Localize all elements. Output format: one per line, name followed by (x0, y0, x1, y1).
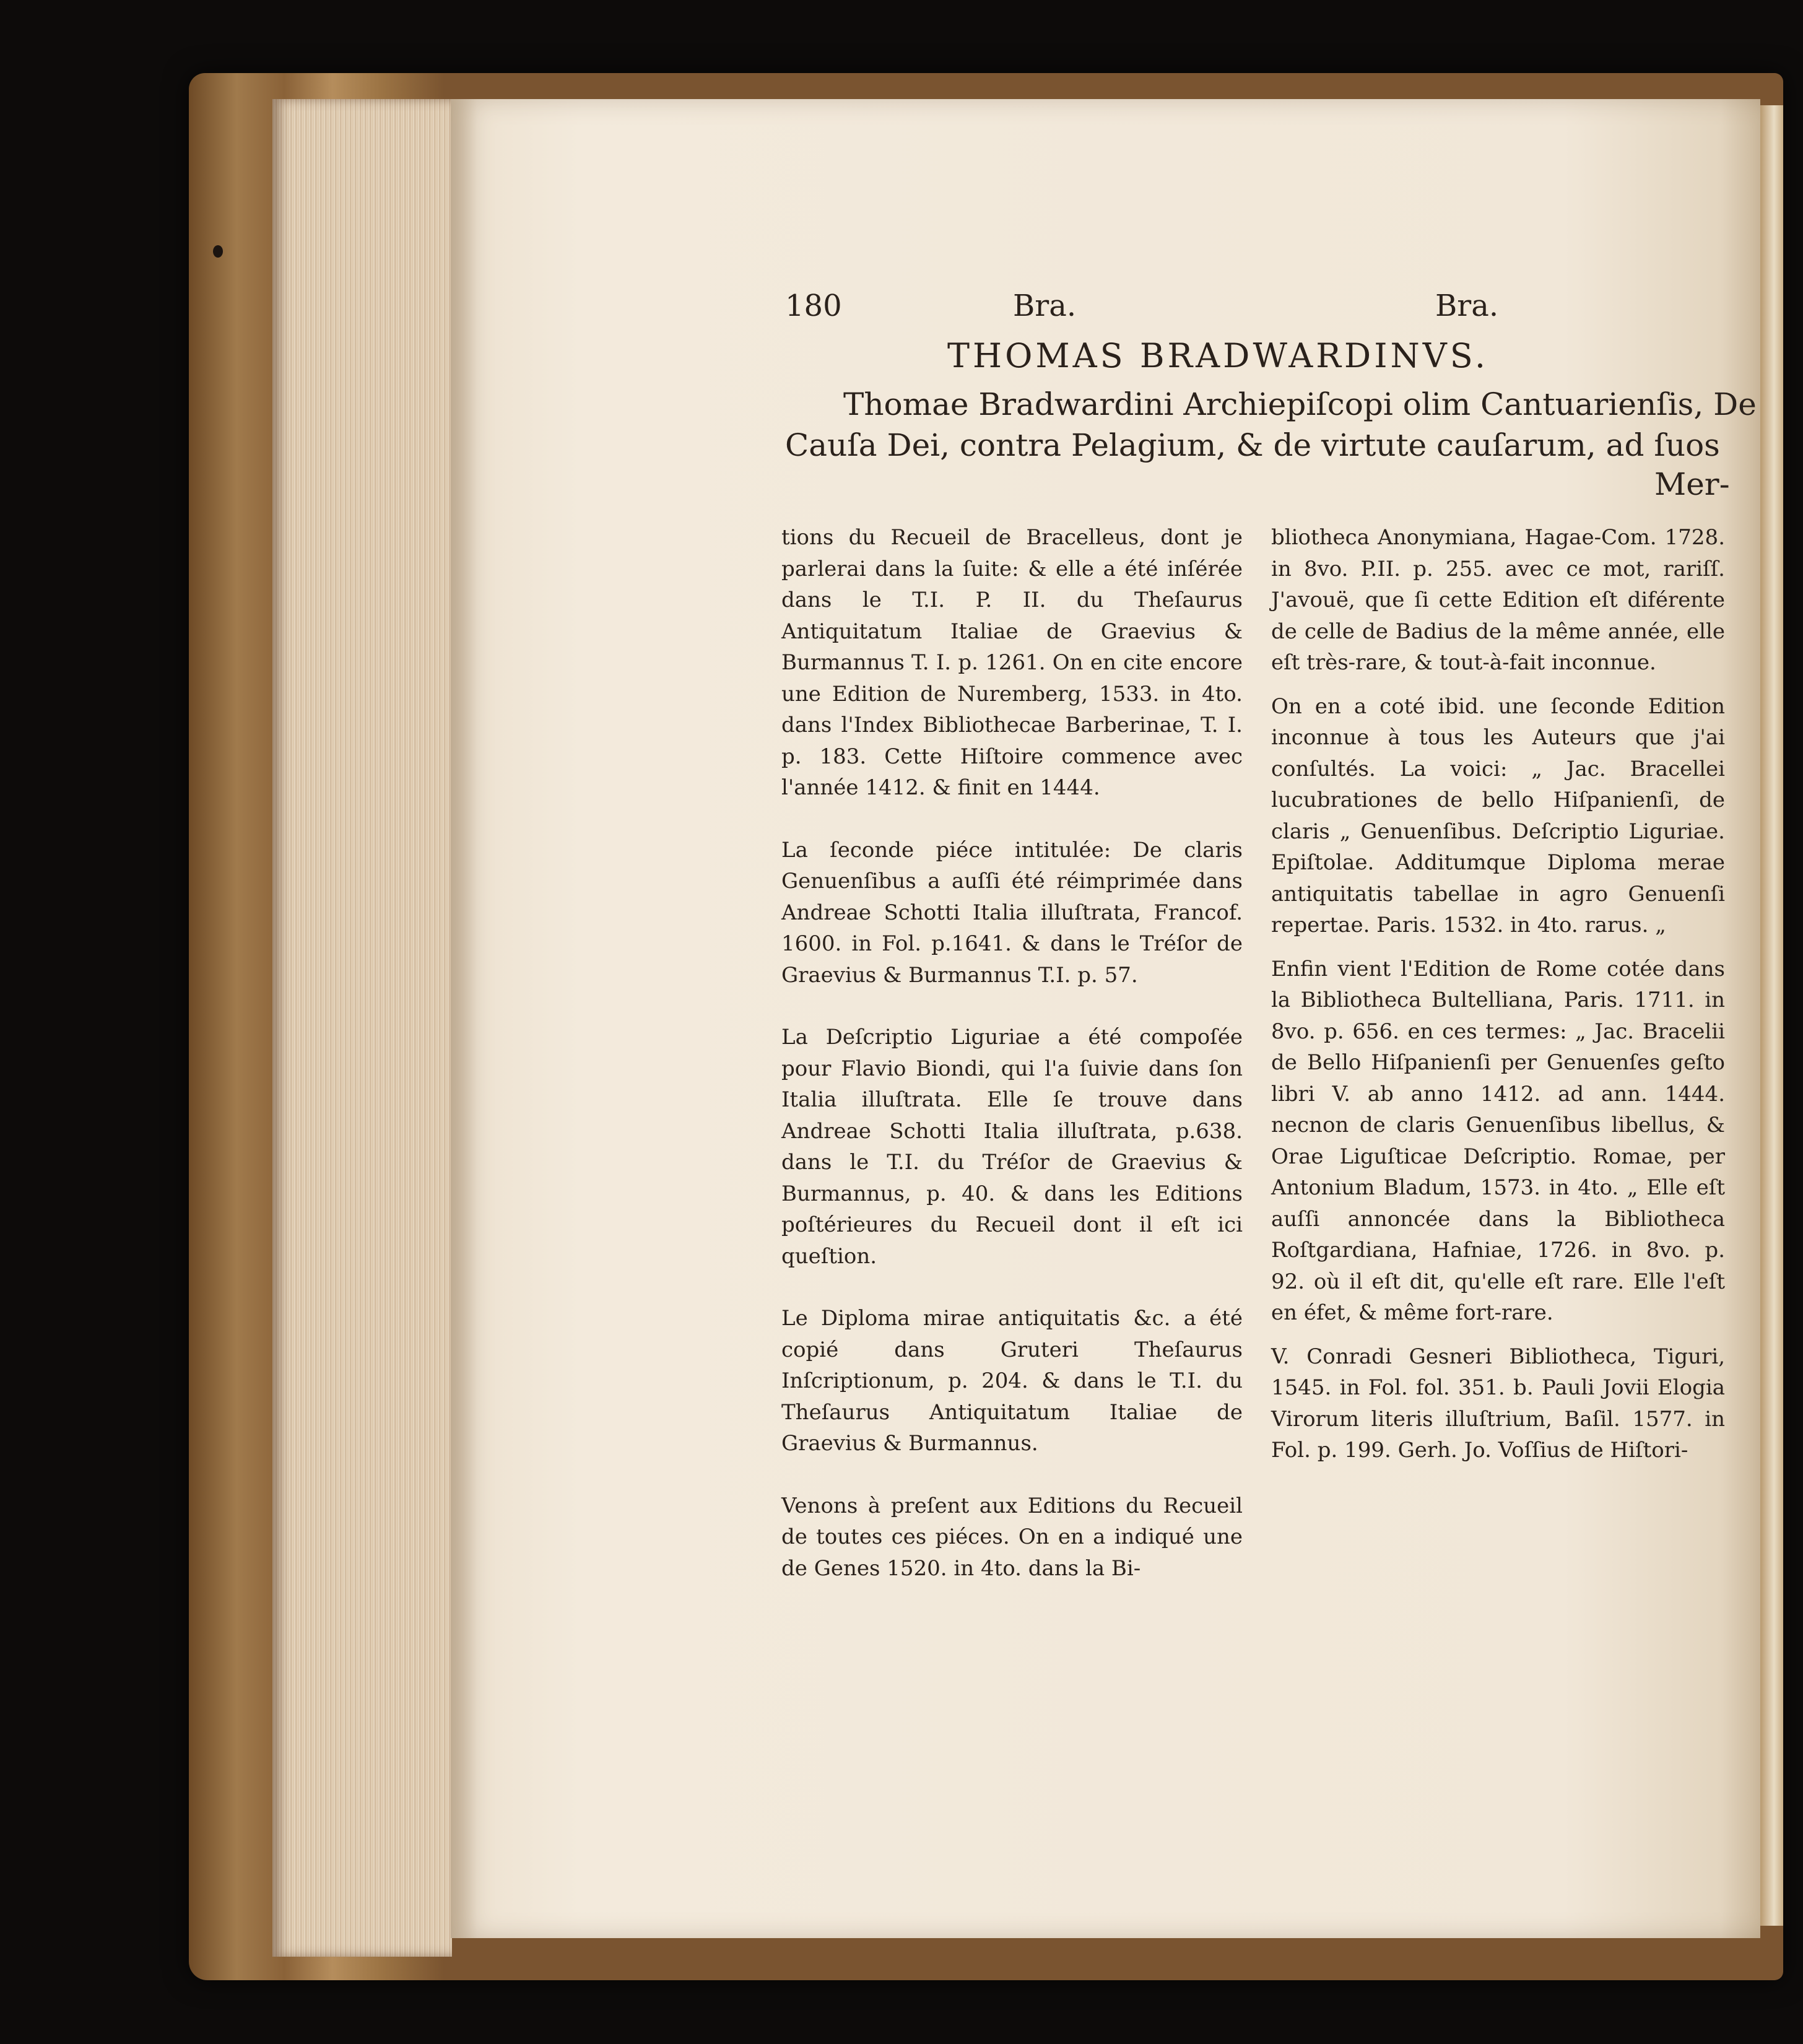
right-paragraph: bliotheca Anonymiana, Hagae-Com. 1728. in 8vo. P.II. p. 255. avec ce mot, rariſſ. J'avouë, que ſi cette Edition eſt diférente de celle de Badius de la même année, elle eſt très-rare, & tout-à-fait inconnue. (1271, 525, 1725, 675)
entry-title-line-2: Cauſa Dei, contra Pelagium, & de virtute cauſarum, ad ſuos (785, 427, 1720, 463)
right-paragraph: Enfin vient l'Edition de Rome cotée dans la Bibliotheca Bultelliana, Paris. 1711. in 8vo. p. 656. en ces termes: „ Jac. Bracelii de Bello Hiſpanienſi per Genuenſes geſto libri V. ab anno 1412. ad ann. 1444. necnon de claris Genuenſibus libellus, & Orae Liguſticae Deſcriptio. Romae, per Antonium Bladum, 1573. in 4to. „ Elle eſt auſſi annoncée dans la Bibliotheca Roſtgardiana, Hafniae, 1726. in 8vo. p. 92. où il eſt dit, qu'elle eſt rare. Elle l'eſt en éfet, & même fort-rare. (1271, 956, 1725, 1325)
left-paragraph: La ſeconde piéce intitulée: De claris Genuenſibus a auſſi été réimprimée dans Andreae Schotti Italia illuſtrata, Francof. 1600. in Fol. p.1641. & dans le Tréſor de Graevius & Burmannus T.I. p. 57. (781, 837, 1243, 988)
right-column (1271, 522, 1725, 1466)
left-column (781, 522, 1243, 1584)
running-head-left: Bra. (1013, 289, 1077, 323)
right-paragraph: V. Conradi Gesneri Bibliotheca, Tiguri, 1545. in Fol. fol. 351. b. Pauli Jovii Elogia Virorum literis illuſtrium, Baſil. 1577. in Fol. p. 199. Gerh. Jo. Voſſius de Hiſtori- (1271, 1344, 1725, 1463)
left-paragraph: La Deſcriptio Liguriae a été compoſée pour Flavio Biondi, qui l'a ſuivie dans ſon Italia illuſtrata. Elle ſe trouve dans Andreae Schotti Italia illuſtrata, p.638. dans le T.I. du Tréſor de Graevius & Burmannus, p. 40. & dans les Editions poſtérieures du Recueil dont il eſt ici queſtion. (781, 1025, 1243, 1269)
page-number: 180 (785, 289, 842, 323)
cover-nail (213, 245, 223, 258)
entry-title-line-1: Thomae Bradwardini Archiepiſcopi olim Cantuarienſis, De (843, 386, 1757, 422)
facing-page-edge (1760, 105, 1783, 1926)
running-head-right: Bra. (1435, 289, 1499, 323)
left-paragraph: Venons à preſent aux Editions du Recueil de toutes ces piéces. On en a indiqué une de Genes 1520. in 4to. dans la Bi- (781, 1493, 1243, 1581)
right-paragraph: On en a coté ibid. une ſeconde Edition inconnue à tous les Auteurs que j'ai conſultés. La voici: „ Jac. Bracellei lucubrationes de bello Hiſpanienſi, de claris „ Genuenſibus. Deſcriptio Liguriae. Epiſtolae. Additumque Diploma merae antiquitatis tabellae in agro Genuenſi repertae. Paris. 1532. in 4to. rarus. „ (1271, 694, 1725, 937)
left-paragraph: tions du Recueil de Bracelleus, dont je parlerai dans la ſuite: & elle a été inſérée dans le T.I. P. II. du Theſaurus Antiquitatum Italiae de Graevius & Burmannus T. I. p. 1261. On en cite encore une Edition de Nuremberg, 1533. in 4to. dans l'Index Bibliothecae Barberinae, T. I. p. 183. Cette Hiſtoire commence avec l'année 1412. & finit en 1444. (781, 525, 1243, 800)
entry-title-line-3: Mer- (1654, 466, 1730, 502)
left-paragraph: Le Diploma mirae antiquitatis &c. a été copié dans Gruteri Theſaurus Inſcriptionum, p. 204. & dans le T.I. du Theſaurus Antiquitatum Italiae de Graevius & Burmannus. (781, 1306, 1243, 1456)
entry-heading: THOMAS BRADWARDINVS. (947, 336, 1489, 375)
page-edges (272, 99, 452, 1957)
